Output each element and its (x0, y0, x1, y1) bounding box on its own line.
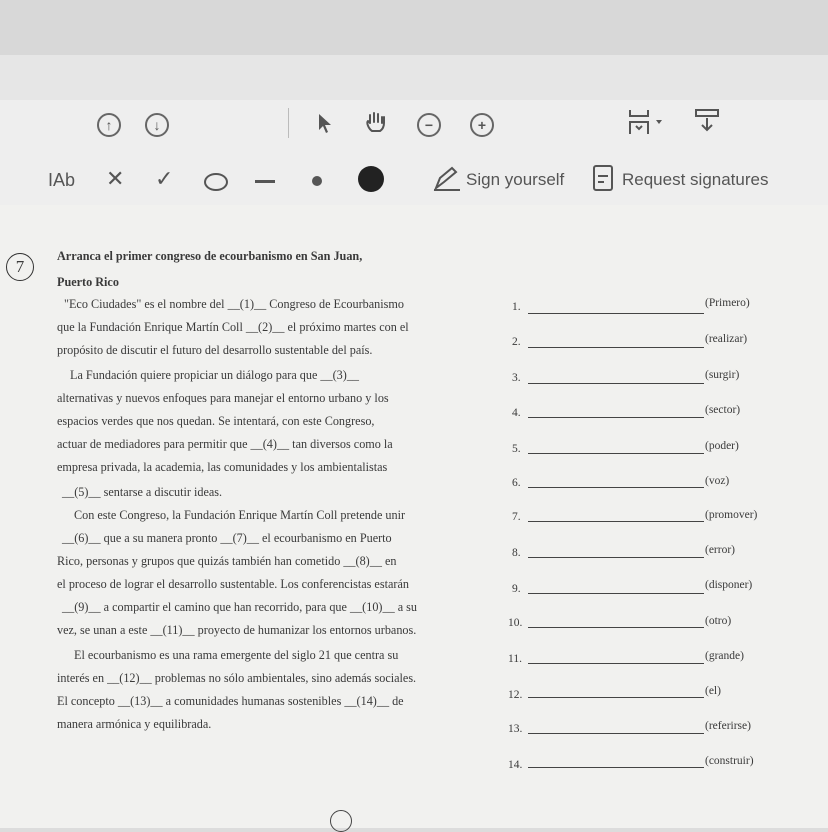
exercise-title-line1: Arranca el primer congreso de ecourbanismo en San Juan, (57, 249, 363, 263)
pdf-toolbar (0, 100, 828, 205)
answer-hint: (otro) (705, 615, 732, 627)
passage-line: empresa privada, la academia, las comunidades y los ambientalistas (57, 460, 388, 474)
passage-line: El concepto __(13)__ a comunidades humanas sostenibles __(14)__ de (57, 694, 404, 708)
answer-blank[interactable] (528, 453, 704, 454)
answer-blank[interactable] (528, 733, 704, 734)
answer-blank[interactable] (528, 663, 704, 664)
answer-blank[interactable] (528, 697, 704, 698)
answer-number: 9. (512, 583, 521, 595)
answer-hint: (promover) (705, 509, 758, 521)
fit-page-icon[interactable] (626, 108, 666, 136)
passage-line: vez, se unan a este __(11)__ proyecto de humanizar los entornos urbanos. (57, 623, 417, 637)
passage-line: alternativas y nuevos enfoques para manejar el entorno urbano y los (57, 391, 389, 405)
passage-line: "Eco Ciudades" es el nombre del __(1)__ Congreso de Ecourbanismo (64, 297, 404, 311)
answer-number: 3. (512, 372, 521, 384)
exercise-title-line2: Puerto Rico (57, 275, 119, 289)
address-bar (0, 55, 828, 101)
next-page-icon[interactable]: ↓ (145, 113, 169, 137)
page-marker-circle (330, 810, 352, 832)
answer-number: 4. (512, 407, 521, 419)
passage-line: __(9)__ a compartir el camino que han recorrido, para que __(10)__ a su (62, 600, 417, 614)
divider (288, 108, 289, 138)
answer-number: 2. (512, 336, 521, 348)
exercise-number: 7 (6, 253, 34, 281)
circle-tool-icon[interactable] (204, 173, 228, 191)
answer-hint: (el) (705, 685, 721, 697)
answer-blank[interactable] (528, 347, 704, 348)
answer-number: 11. (508, 653, 522, 665)
line-tool-icon[interactable] (255, 180, 275, 183)
passage-line: __(6)__ que a su manera pronto __(7)__ el ecourbanismo en Puerto (62, 531, 392, 545)
answer-number: 13. (508, 723, 523, 735)
zoom-out-icon[interactable]: − (417, 113, 441, 137)
passage-line: La Fundación quiere propiciar un diálogo para que __(3)__ (70, 368, 360, 382)
answer-blank[interactable] (528, 487, 704, 488)
select-cursor-icon[interactable] (315, 110, 335, 136)
answer-blank[interactable] (528, 521, 704, 522)
answer-hint: (referirse) (705, 720, 751, 732)
answer-hint: (surgir) (705, 369, 740, 381)
sign-pen-icon[interactable] (432, 166, 462, 192)
passage-line: Con este Congreso, la Fundación Enrique Martín Coll pretende unir (74, 508, 406, 522)
answer-number: 1. (512, 301, 521, 313)
answer-number: 12. (508, 689, 523, 701)
hand-tool-icon[interactable] (362, 108, 390, 136)
passage-line: espacios verdes que nos quedan. Se intentará, con este Congreso, (57, 414, 375, 428)
cross-mark-icon[interactable]: ✕ (106, 166, 125, 191)
large-dot-icon[interactable] (358, 166, 384, 192)
passage-line: __(5)__ sentarse a discutir ideas. (62, 485, 223, 499)
document-page (0, 205, 828, 828)
answer-number: 5. (512, 443, 521, 455)
zoom-in-icon[interactable]: + (470, 113, 494, 137)
answer-hint: (Primero) (705, 297, 750, 309)
answer-number: 6. (512, 477, 521, 489)
add-text-tool[interactable]: IAb (48, 170, 76, 190)
sign-yourself-button[interactable]: Sign yourself (466, 170, 565, 189)
answer-number: 10. (508, 617, 523, 629)
request-signatures-icon[interactable] (592, 164, 614, 192)
answer-hint: (poder) (705, 440, 739, 452)
answer-hint: (realizar) (705, 333, 748, 345)
browser-top-bar (0, 0, 828, 56)
answer-number: 8. (512, 547, 521, 559)
answer-blank[interactable] (528, 767, 704, 768)
passage-line: el proceso de lograr el desarrollo sustentable. Los conferencistas estarán (57, 577, 409, 591)
answer-blank[interactable] (528, 383, 704, 384)
small-dot-icon[interactable] (312, 176, 322, 186)
answer-hint: (sector) (705, 404, 741, 416)
answer-blank[interactable] (528, 313, 704, 314)
answer-hint: (grande) (705, 650, 744, 662)
answer-hint: (error) (705, 544, 736, 556)
passage-line: interés en __(12)__ problemas no sólo ambientales, sino además sociales. (57, 671, 417, 685)
answer-number: 14. (508, 759, 523, 771)
answer-hint: (voz) (705, 475, 730, 487)
passage-line: que la Fundación Enrique Martín Coll __(2)__ el próximo martes con el (57, 320, 409, 334)
passage-line: manera armónica y equilibrada. (57, 717, 212, 731)
answer-blank[interactable] (528, 627, 704, 628)
answer-blank[interactable] (528, 593, 704, 594)
passage-line: El ecourbanismo es una rama emergente del siglo 21 que centra su (74, 648, 399, 662)
passage-line: actuar de mediadores para permitir que __(4)__ tan diversos como la (57, 437, 393, 451)
download-icon[interactable] (693, 108, 721, 134)
passage-line: propósito de discutir el futuro del desarrollo sustentable del país. (57, 343, 373, 357)
answer-number: 7. (512, 511, 521, 523)
request-signatures-button[interactable]: Request signatures (622, 170, 769, 189)
previous-page-icon[interactable]: ↑ (97, 113, 121, 137)
answer-hint: (construir) (705, 755, 754, 767)
checkmark-icon[interactable]: ✓ (155, 166, 174, 191)
passage-line: Rico, personas y grupos que quizás también han cometido __(8)__ en (57, 554, 397, 568)
answer-blank[interactable] (528, 417, 704, 418)
answer-hint: (disponer) (705, 579, 753, 591)
answer-blank[interactable] (528, 557, 704, 558)
